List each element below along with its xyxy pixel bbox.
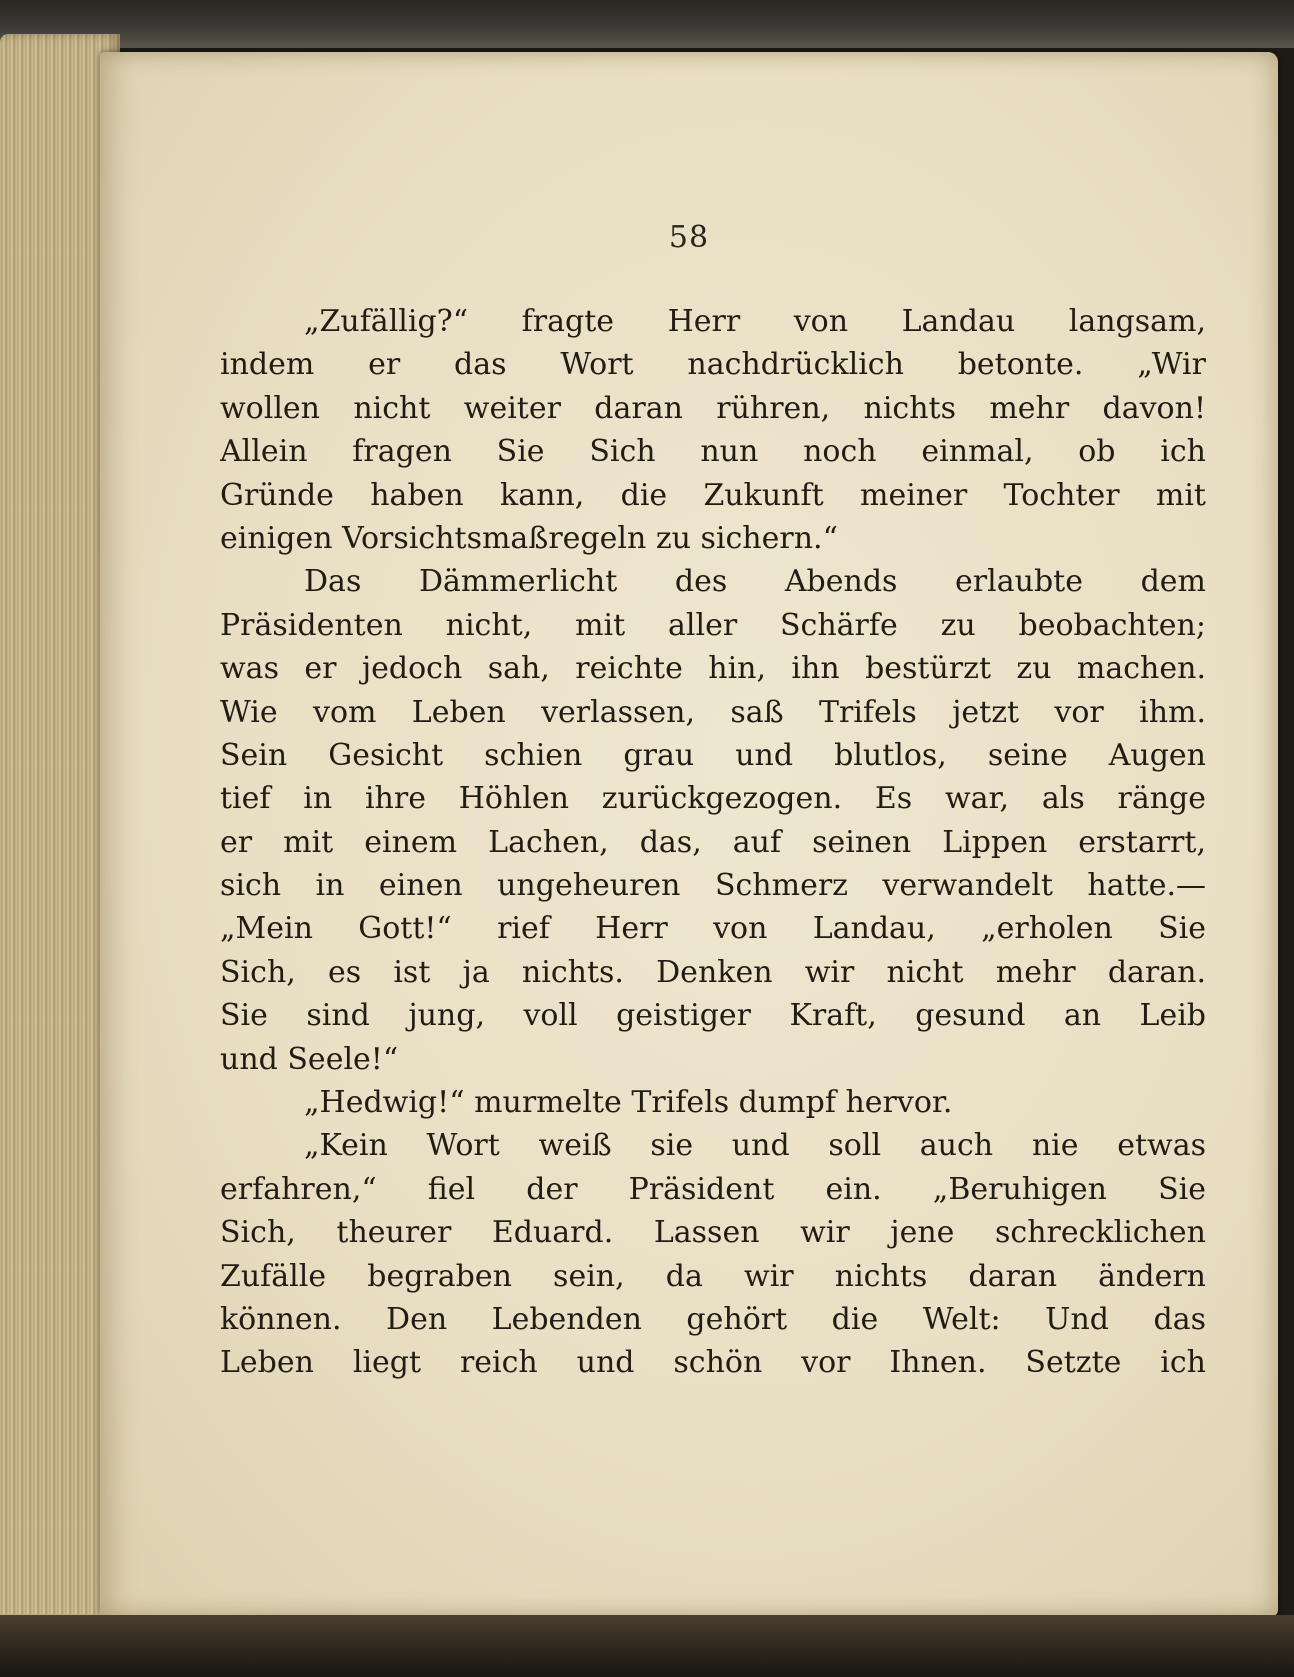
text-line: Allein fragen Sie Sich nun noch einmal, ob ich (220, 434, 1206, 470)
text-line: Leben liegt reich und schön vor Ihnen. Setzte ich (220, 1345, 1206, 1381)
text-line: „Zufällig?“ fragte Herr von Landau langsam, (304, 304, 1206, 339)
text-line: einigen Vorsichtsmaßregeln zu sichern.“ (220, 520, 838, 556)
paragraph-1 (220, 300, 1206, 560)
text-line: „Mein Gott!“ rief Herr von Landau, „erholen Sie (220, 911, 1206, 947)
text-line: „Kein Wort weiß sie und soll auch nie etwas (304, 1128, 1206, 1164)
text-line: Sie sind jung, voll geistiger Kraft, gesund an Leib (220, 998, 1206, 1034)
text-line: wollen nicht weiter daran rühren, nichts mehr davon! (220, 390, 1206, 426)
text-line: sich in einen ungeheuren Schmerz verwandelt hatte.— (220, 868, 1206, 904)
text-line: Das Dämmerlicht des Abends erlaubte dem (304, 564, 1206, 600)
text-line: Sich, es ist ja nichts. Denken wir nicht mehr daran. (220, 954, 1206, 990)
paragraph-4 (220, 1124, 1206, 1384)
text-line: Wie vom Leben verlassen, saß Trifels jetzt vor ihm. (220, 694, 1206, 730)
text-line: was er jedoch sah, reichte hin, ihn bestürzt zu machen. (220, 651, 1206, 687)
text-line: und Seele!“ (220, 1041, 399, 1077)
page-number: 58 (668, 220, 710, 255)
text-line: indem er das Wort nachdrücklich betonte. „Wir (220, 347, 1206, 383)
book-cover-top (0, 0, 1294, 48)
text-line: Zufälle begraben sein, da wir nichts daran ändern (220, 1258, 1206, 1294)
text-line: tief in ihre Höhlen zurückgezogen. Es war, als ränge (220, 781, 1206, 817)
text-line: er mit einem Lachen, das, auf seinen Lippen erstarrt, (220, 824, 1206, 860)
text-line: Präsidenten nicht, mit aller Schärfe zu beobachten; (220, 607, 1206, 643)
text-line: Sich, theurer Eduard. Lassen wir jene schrecklichen (220, 1215, 1206, 1251)
text-line: Sein Gesicht schien grau und blutlos, seine Augen (220, 737, 1206, 773)
text-line: können. Den Lebenden gehört die Welt: Und das (220, 1301, 1206, 1337)
book-cover-bottom (0, 1615, 1294, 1677)
body-text (220, 300, 1206, 1385)
paragraph-3 (220, 1081, 1206, 1124)
text-line: erfahren,“ fiel der Präsident ein. „Beruhigen Sie (220, 1171, 1206, 1207)
paragraph-2 (220, 560, 1206, 1081)
text-line: „Hedwig!“ murmelte Trifels dumpf hervor. (304, 1085, 953, 1121)
text-line: Gründe haben kann, die Zukunft meiner Tochter mit (220, 477, 1206, 513)
